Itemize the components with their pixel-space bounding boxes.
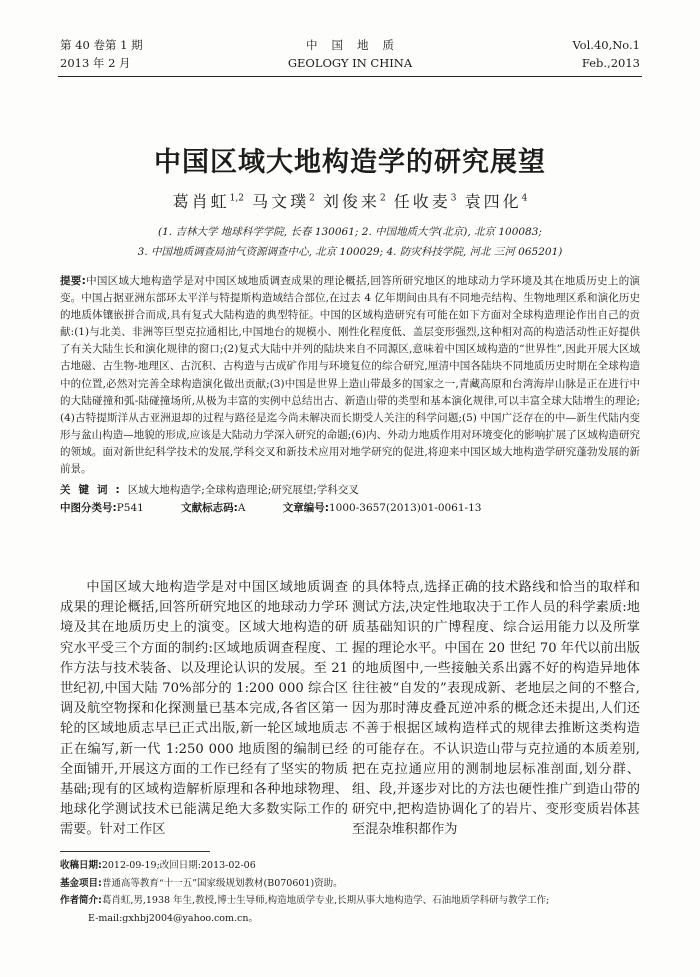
article-title: 中国区域大地构造学的研究展望 [154,147,546,178]
keywords [60,482,640,497]
author-affil-mark: 1,2 [229,193,244,204]
abstract [60,273,640,478]
author-affil-mark: 4 [521,193,528,204]
affiliations [0,222,700,262]
author-name: 刘俊来 [322,192,380,211]
classification-line [60,500,640,515]
body-paragraph: 的具体特点,选择正确的技术路线和恰当的取样和测试方法,决定性地取决于工作人员的科学素质:地质基础知识的广博程度、综合运用能力以及所掌握的理论水平。中国在 20 世纪 70 年代以前出版的地质图中,一些接触关系出露不好的构造异地体往往被“自发的”表现成新、老地层之间的不整合,因为那时薄皮叠瓦逆冲系的概念还未提出,人们还不善于根据区域构造样式的规律去推断这类构造的可能存在。不认识造山带与克拉通的本质差别,把在克拉通应用的测制地层标准剖面,划分群、组、段,并逐步对比的方法也硬性推广到造山带的研究中,把构造协调化了的岩片、变形变质岩体甚至混杂堆积都作为 [352,580,640,838]
date-en: Feb.,2013 [581,56,640,70]
date-cn: 2013 年 2 月 [60,56,131,70]
author-name: 任收麦 [393,192,451,211]
abstract-text: 中国区域大地构造学是对中国区域地质调查成果的理论概括,回答所研究地区的地球动力学环境及其在地质历史上的演变。中国占据亚洲东部环太平洋与特提斯构造域结合部位,在过去 4 亿年期间由具有不同地壳结构、生物地理区系和演化历史的地质体镶嵌拼合而成,具有复式大陆构造的典型特征。中国的区域构造研究有可能在如下方面对全球构造理论作出自己的贡献:(1)与北美、非洲等巨型克拉通相比,中国地台的规模小、刚性化程度低、盖层变形强烈,这种相对高的构造活动性正好提供了有关大陆生长和演化规律的窗口;(2)复式大陆中并列的陆块来自不同源区,意味着中国区域构造的“世界性”,因此开展大区域古地磁、古生物-地理区、古沉积、古构造与古成矿作用与环境复位的综合研究,厘清中国各陆块不同地质历史时期在全球构造中的位置,必然对完善全球构造演化做出贡献;(3)中国是世界上造山带最多的国家之一,青藏高原和台湾海岸山脉是正在进行中的大陆碰撞和弧-陆碰撞场所,从极为丰富的实例中总结出古、新造山带的类型和基本演化规律,可以丰富全球大陆增生的理论;(4)古特提斯洋从古亚洲退却的过程与路径是迄今尚未解决而长期受人关注的科学问题;(5) 中国广泛存在的中—新生代陆内变形与盆山构造—地貌的形成,应该是大陆动力学深入研究的命题;(6)内、外动力地质作用对环境变化的影响扩展了区域构造研究的领域。面对新世纪科学技术的发展,学科交叉和新技术应用对地学研究的促进,将迎来中国区域大地构造学研究蓬勃发展的新前景。 [60,275,640,476]
volume-cn: 第 40 卷第 1 期 [60,38,143,52]
footnote-email [60,910,640,928]
author-bio-label: 作者简介: [60,895,102,906]
footnote-author [60,892,640,910]
footnote-received [60,857,640,875]
email-value: gxhbj2004@yahoo.com.cn。 [122,912,258,924]
email-label: E-mail: [88,912,123,924]
received-label: 收稿日期: [60,860,102,871]
journal-name-cn: 中国地质 [306,38,408,52]
body-column-right [352,578,640,841]
footnote-rule [60,851,210,852]
doc-code-value: A [237,502,246,514]
keywords-text: 区域大地构造学;全球构造理论;研究展望;学科交叉 [127,484,359,496]
keywords-label: 关键词: [60,484,128,496]
affiliation-line: (1. 吉林大学 地球科学学院, 长春 130061; 2. 中国地质大学(北京), 北京 100083; [158,226,542,238]
clc-value: P541 [116,502,144,514]
journal-name-en: GEOLOGY IN CHINA [287,56,413,70]
doc-code-label: 文献标志码: [181,502,238,514]
author-name: 葛肖虹 [172,192,230,211]
article-id-value: 1000-3657(2013)01-0061-13 [329,502,482,514]
author-affil-mark: 3 [450,193,457,204]
fund-label: 基金项目: [60,877,102,889]
body-paragraph: 中国区域大地构造学是对中国区域地质调查成果的理论概括,回答所研究地区的地球动力学环境及其在地质历史上的演变。区域大地构造的研究水平受三个方面的制约:区域地质调查程度、工作方法与技术装备、以及理论认识的发展。至 21 世纪初,中国大陆 70%部分的 1:200 000 综合区调及航空物探和化探测量已基本完成,各省区第一轮的区域地质志早已正式出版,新一轮区域地质志正在编写,新一代 1:250 000 地质图的编制已经全面铺开,开展这方面的工作已经有了坚实的物质基础;现有的区域构造解析原理和各种地球物理、地球化学测试技术已能满足绝大多数实际工作的需要。针对工作区 [60,580,348,838]
received-value: 2012-09-19;改回日期:2013-02-06 [101,860,256,871]
author-list [0,189,700,212]
clc-label: 中图分类号: [60,502,117,514]
article-id-label: 文章编号: [282,502,329,514]
header-rule [58,76,642,77]
author-bio-value: 葛肖虹,男,1938 年生,教授,博士生导师,构造地质学专业,长期从事大地构造学、石油地质学科研与教学工作; [101,895,550,906]
author-name: 袁四化 [464,192,522,211]
footnotes [60,857,640,927]
header-right [572,36,640,72]
footnote-fund [60,875,640,893]
fund-value: 普通高等教育“十一五”国家级规划教材(B070601)资助。 [101,877,343,889]
author-affil-mark: 2 [309,193,315,204]
author-affil-mark: 2 [379,193,386,204]
affiliation-line: 3. 中国地质调查局油气资源调查中心, 北京 100029; 4. 防灾科技学院, 河北 三河 065201) [137,246,563,258]
body-column-left [60,578,348,841]
abstract-label: 提要: [60,275,86,287]
author-name: 马文璞 [252,192,310,211]
volume-en: Vol.40,No.1 [572,38,640,52]
